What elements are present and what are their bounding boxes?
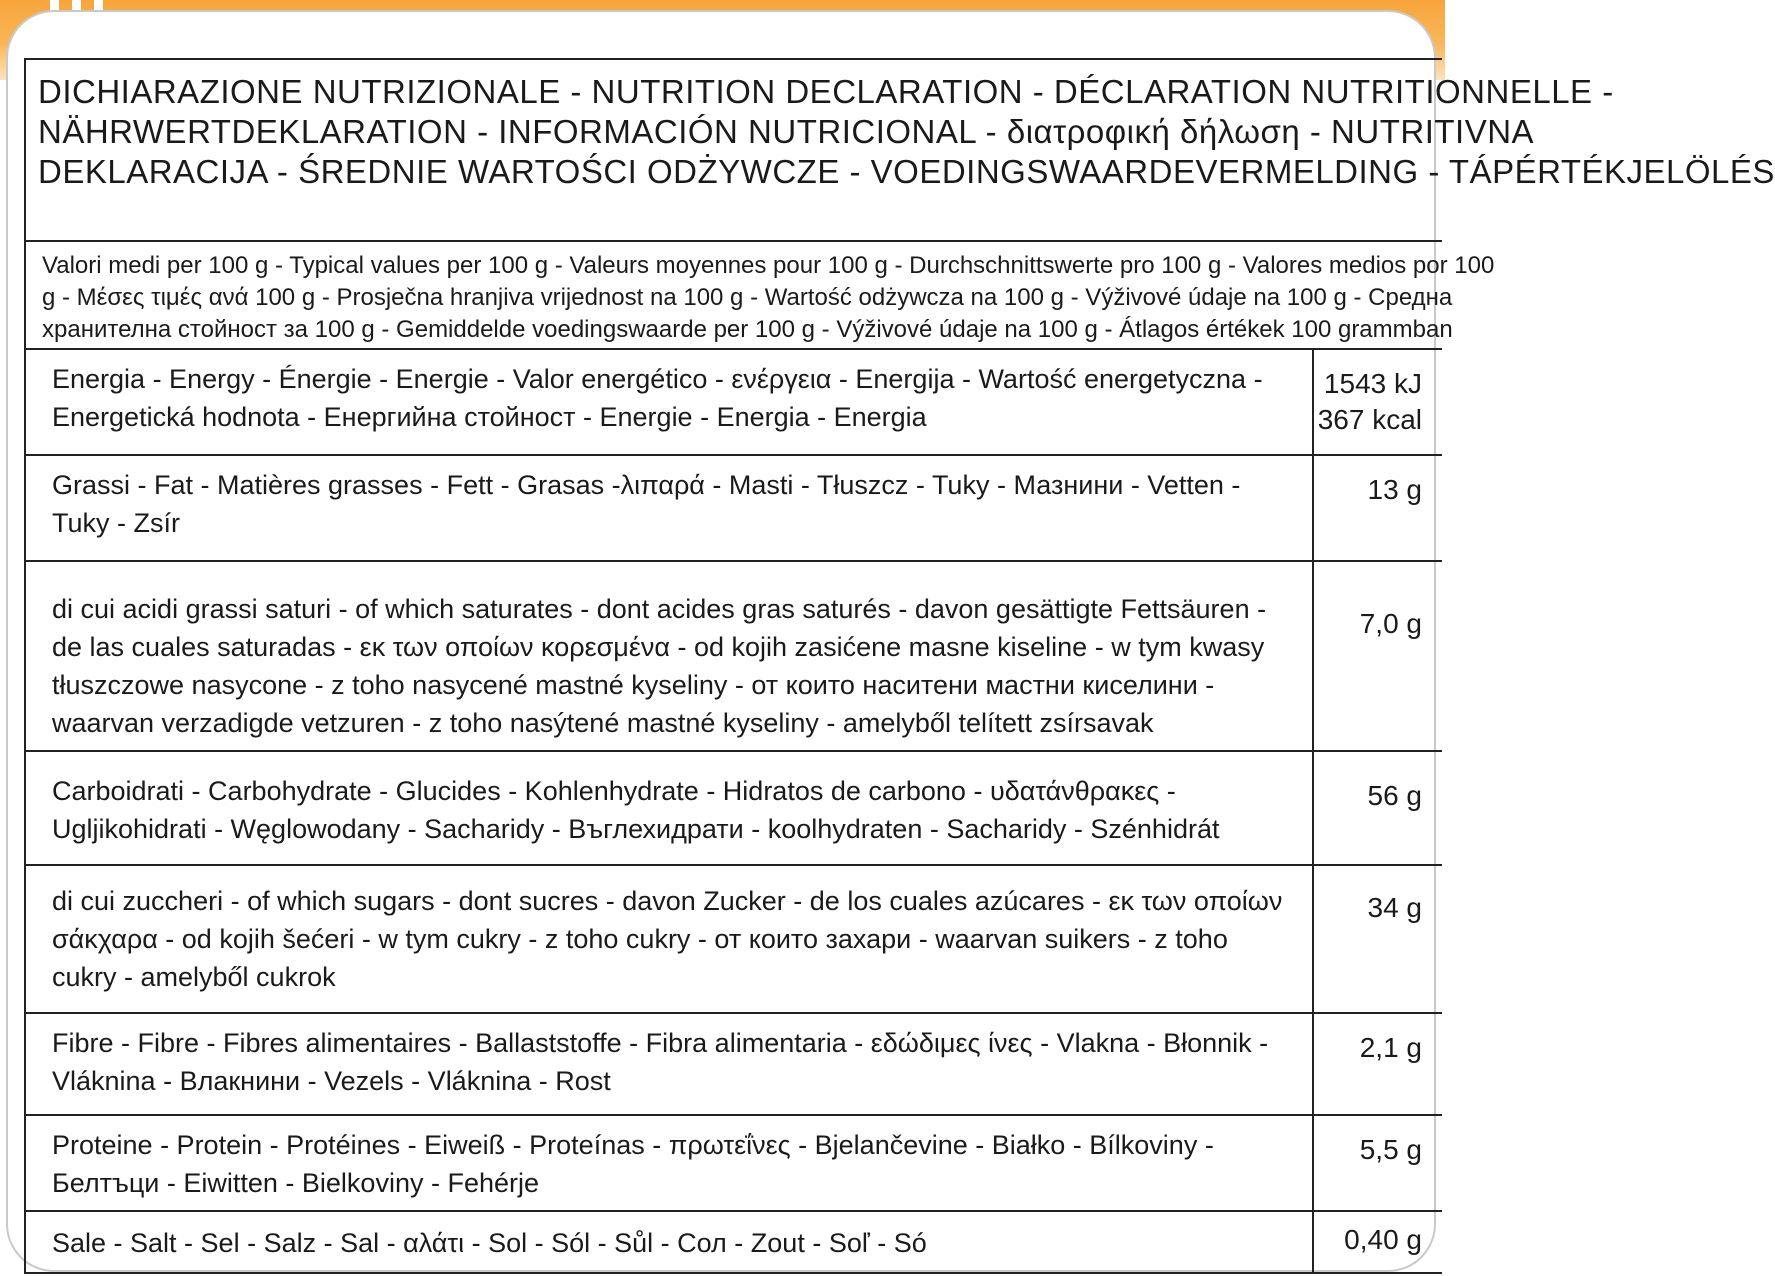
row-label: Proteine - Protein - Protéines - Eiweiß - Proteínas - πρωτεΐνες - Bjelančevine - Białko - Bílkoviny - Белтъци - Eiwitten - Bielkoviny - Fehérje [52,1130,1214,1198]
row-energy [26,350,1442,456]
energy-kj-value: 1543 kJ [1323,368,1422,399]
row-value [1312,350,1442,454]
row-label: di cui acidi grassi saturi - of which saturates - dont acides gras saturés - davon gesättigte Fettsäuren - de las cuales saturadas - εκ των οποίων κορεσμένα - od kojih zasićene masne kiseline - w tym kwasy tłuszczowe nasycone - z toho nasycené mastné kyseliny - от които наситени мастни киселини - waarvan verzadigde vetzuren - z toho nasýtené mastné kyseliny - amelyből telített zsírsavak [52,594,1267,738]
row-label: Carboidrati - Carbohydrate - Glucides - Kohlenhydrate - Hidratos de carbono - υδατάνθρακες - Ugljikohidrati - Węglowodany - Sacharidy - Въглехидрати - koolhydraten - Sacharidy - Szénhidrát [52,776,1220,844]
row-label: Energia - Energy - Énergie - Energie - Valor energético - ενέργεια - Energija - Wartość energetyczna - Energetická hodnota - Енергийна стойност - Energie - Energia - Energia [52,364,1263,432]
typical-values-header [26,242,1495,350]
row-value: 5,5 g [1312,1116,1442,1210]
row-label: Fibre - Fibre - Fibres alimentaires - Ballaststoffe - Fibra alimentaria - εδώδιμες ίνες - Vlakna - Błonnik - Vláknina - Влакнини - Vezels - Vláknina - Rost [52,1028,1269,1096]
row-value: 0,40 g [1312,1212,1442,1272]
typical-values-line: хранителна стойност за 100 g - Gemiddelde voedingswaarde per 100 g - Výživové údaje na 100 g - Átlagos értékek 100 grammban [42,316,1453,343]
row-fat [26,456,1442,562]
row-carbohydrate [26,752,1442,866]
row-protein [26,1116,1442,1212]
row-label: Grassi - Fat - Matières grasses - Fett - Grasas -λιπαρά - Masti - Tłuszcz - Tuky - Мазнини - Vetten - Tuky - Zsír [52,470,1241,538]
row-value: 13 g [1312,456,1442,560]
row-label: Sale - Salt - Sel - Salz - Sal - αλάτι - Sol - Sól - Sůl - Сол - Zout - Soľ - Só [52,1228,927,1258]
typical-values-line: Valori medi per 100 g - Typical values per 100 g - Valeurs moyennes pour 100 g - Durchschnittswerte pro 100 g - Valores medios por 100 [42,252,1495,279]
row-fibre [26,1014,1442,1116]
row-value: 7,0 g [1312,562,1442,750]
row-saturates [26,562,1442,752]
row-sugars [26,866,1442,1014]
row-value: 34 g [1312,866,1442,1012]
row-value: 2,1 g [1312,1014,1442,1114]
title-line: DICHIARAZIONE NUTRIZIONALE - NUTRITION DECLARATION - DÉCLARATION NUTRITIONNELLE - [38,73,1614,110]
energy-kcal-value: 367 kcal [1317,404,1422,435]
title-line: NÄHRWERTDEKLARATION - INFORMACIÓN NUTRICIONAL - διατροφική δήλωση - NUTRITIVNA [38,113,1535,150]
row-value: 56 g [1312,752,1442,864]
declaration-title [26,60,1775,242]
row-salt [26,1212,1442,1274]
title-line: DEKLARACIJA - ŚREDNIE WARTOŚCI ODŻYWCZE - VOEDINGSWAARDEVERMELDING - TÁPÉRTÉKJELÖLÉS [38,153,1775,190]
row-label: di cui zuccheri - of which sugars - dont sucres - davon Zucker - de los cuales azúcares - εκ των οποίων σάκχαρα - od kojih šećeri - w tym cukry - z toho cukry - от които захари - waarvan suikers - z toho cukry - amelyből cukrok [52,886,1283,992]
typical-values-line: g - Μέσες τιμές ανά 100 g - Prosječna hranjiva vrijednost na 100 g - Wartość odżywcza na 100 g - Výživové údaje na 100 g - Средна [42,284,1453,311]
nutrition-table [24,58,1775,1274]
